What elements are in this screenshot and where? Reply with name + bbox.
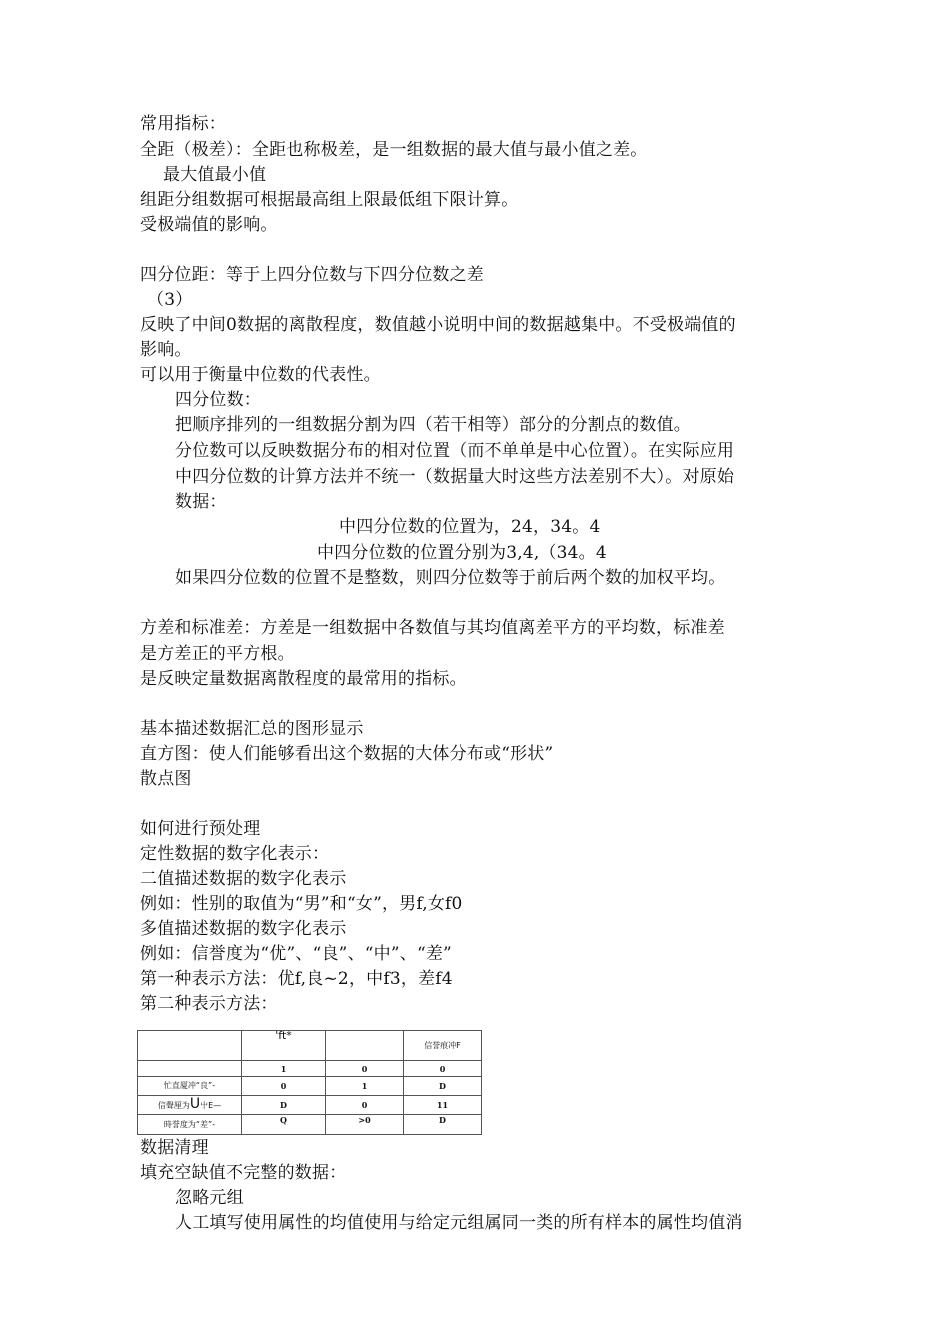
text-line: 受极端值的影响。 <box>140 215 278 235</box>
text-line: 可以用于衡量中位数的代表性。 <box>140 365 381 385</box>
table-row-label <box>138 1096 242 1115</box>
text-line: 直方图：使人们能够看出这个数据的大体分布或“形状” <box>140 744 554 764</box>
text-line: 例如：性别的取值为“男”和“女”，男f,女f0 <box>140 894 463 914</box>
table-header-cell <box>138 1031 242 1061</box>
table-cell: 0 <box>326 1096 404 1115</box>
text-line: 中四分位数的位置分别为3,4,（34。4 <box>317 543 607 563</box>
table-row-label-glyph: U <box>189 1096 201 1112</box>
text-line: 常用指标： <box>140 114 226 134</box>
text-line: 是方差正的平方根。 <box>140 644 295 664</box>
text-line: 数据： <box>175 492 227 512</box>
text-line: 例如：信誉度为“优”、“良”、“中”、“差” <box>140 944 452 964</box>
text-line: 多值描述数据的数字化表示 <box>140 919 347 939</box>
encoding-table <box>137 1030 482 1135</box>
text-line: （3） <box>147 290 193 310</box>
table-cell: 0 <box>404 1061 482 1077</box>
table-cell: 0 <box>242 1077 326 1096</box>
text-line: 四分位数： <box>175 390 261 410</box>
table-cell: D <box>404 1077 482 1096</box>
text-line: 四分位距：等于上四分位数与下四分位数之差 <box>140 265 484 285</box>
table-header-row <box>138 1031 482 1061</box>
table-row-label-text: 信聲厘为 <box>157 1101 190 1110</box>
text-line: 方差和标准差：方差是一组数据中各数值与其均值离差平方的平均数，标准差 <box>140 618 725 638</box>
table-cell: 1 <box>326 1077 404 1096</box>
table-cell: D <box>242 1096 326 1115</box>
table-row-label <box>138 1061 242 1077</box>
table-header-cell <box>326 1031 404 1061</box>
table-cell: D <box>404 1115 482 1135</box>
table-cell: Q <box>242 1115 326 1135</box>
text-line: 第二种表示方法： <box>140 994 278 1014</box>
text-line: 二值描述数据的数字化表示 <box>140 869 347 889</box>
text-line: 如何进行预处理 <box>140 819 261 839</box>
text-line: 如果四分位数的位置不是整数，则四分位数等于前后两个数的加权平均。 <box>175 568 726 588</box>
text-line: 散点图 <box>140 769 192 789</box>
table-cell: 1 <box>242 1061 326 1077</box>
table-row <box>138 1061 482 1077</box>
text-line: 中四分位数的计算方法并不统一（数据量大时这些方法差别不大）。对原始 <box>175 467 735 487</box>
text-line: 全距（极差）：全距也称极差，是一组数据的最大值与最小值之差。 <box>140 140 648 160</box>
text-line: 影响。 <box>140 340 192 360</box>
text-line: 是反映定量数据离散程度的最常用的指标。 <box>140 669 467 689</box>
text-line: 组距分组数据可根据最高组上限最低组下限计算。 <box>140 190 519 210</box>
table-row-label-text: 屮E— <box>200 1101 222 1110</box>
table-row <box>138 1096 482 1115</box>
text-line: 人工填写使用属性的均值使用与给定元组属同一类的所有样本的属性均值消 <box>175 1213 743 1233</box>
table-header-cell: 信誉痕冲F <box>404 1031 482 1061</box>
table-row-label: 時誉度为“差”- <box>138 1115 242 1135</box>
text-line: 数据清理 <box>140 1138 209 1158</box>
table-header-cell: 'ft* <box>242 1031 326 1061</box>
table-row <box>138 1077 482 1096</box>
table-row <box>138 1115 482 1135</box>
text-line: 反映了中间0数据的离散程度，数值越小说明中间的数据越集中。不受极端值的 <box>140 315 736 335</box>
table-cell: 0 <box>326 1061 404 1077</box>
table-row-label: 忙直厦冲“良”- <box>138 1077 242 1096</box>
table-cell: 11 <box>404 1096 482 1115</box>
text-line: 填充空缺值不完整的数据： <box>140 1163 347 1183</box>
text-line: 把顺序排列的一组数据分割为四（若干相等）部分的分割点的数值。 <box>175 415 691 435</box>
text-line: 分位数可以反映数据分布的相对位置（而不单单是中心位置）。在实际应用 <box>175 441 735 461</box>
table-cell: >0 <box>326 1115 404 1135</box>
text-line: 第一种表示方法：优f,良~2，中f3，差f4 <box>140 969 453 989</box>
text-line: 中四分位数的位置为，24，34。4 <box>339 517 601 537</box>
text-line: 基本描述数据汇总的图形显示 <box>140 719 364 739</box>
text-line: 最大值最小值 <box>163 165 267 185</box>
text-line: 忽略元组 <box>175 1188 244 1208</box>
text-line: 定性数据的数字化表示： <box>140 844 330 864</box>
